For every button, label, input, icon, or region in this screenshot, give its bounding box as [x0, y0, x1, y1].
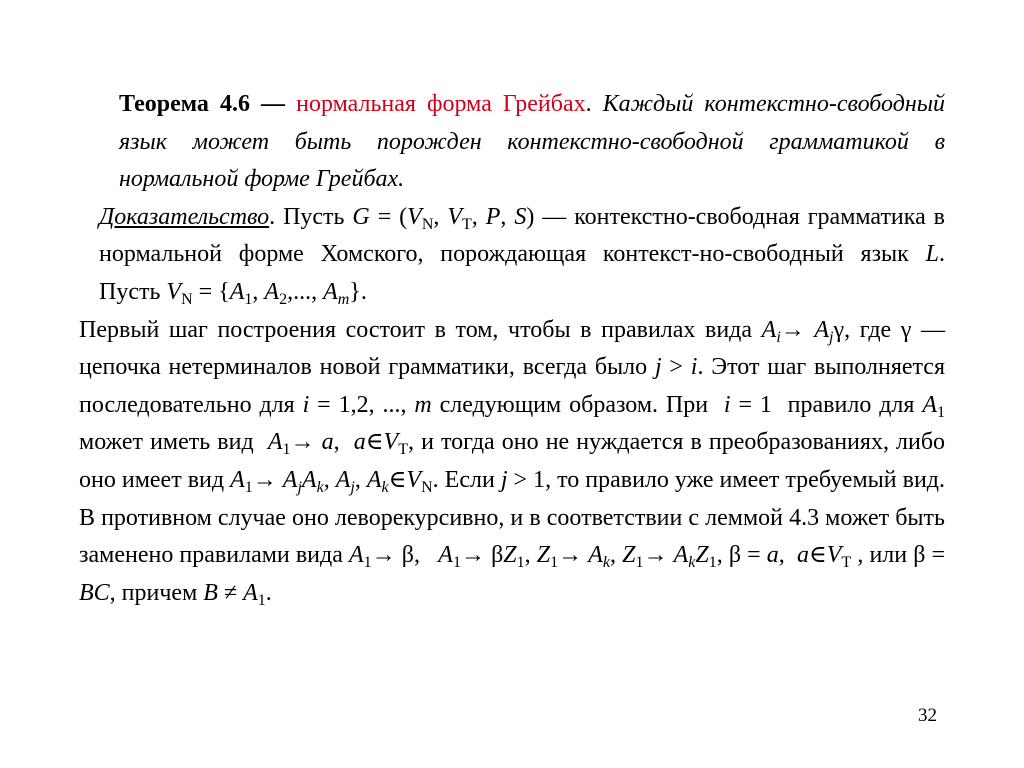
- then-text: , то правило уже имеет требуемый вид. В противном случае оно леворекурсивно, и в соответствии с леммой 4.3 может быть заменено правилами вида: [79, 466, 946, 569]
- theorem-name: нормальная форма Грейбах: [296, 91, 586, 117]
- language-symbol: L: [925, 241, 940, 268]
- proof-paragraph: Доказательство. Пусть $G = (V_N$, $V_T$, P, S) — контекстно-свободная грамматика в нормальной форме Хомского, порождающая контекст-но-свободный язык L. Пусть $V_N = \{A_1$, $A_2$,..., $A_m$}.: [99, 203, 946, 308]
- step1-text: Первый шаг построения состоит в том, чтобы в правилах вида: [79, 316, 753, 343]
- or-text: , или: [857, 542, 908, 569]
- proof-label: Доказательство: [99, 203, 270, 230]
- proof-intro: . Пусть: [269, 203, 345, 230]
- and-text: , и тогда оно не нуждается в преобразованиях, либо оно имеет вид: [79, 429, 946, 493]
- rule-for-text: правило для: [787, 391, 915, 418]
- proof-let: . Пусть: [99, 241, 946, 305]
- grammar-definition: — контекстно-свободная грамматика в нормальной форме Хомского, порождающая контекст-но-свободный язык: [99, 203, 945, 268]
- theorem-statement: Каждый контекстно-свободный язык может быть порожден контекстно-свободной грамматикой в нормальной форме Грейбах.: [119, 91, 945, 193]
- following-text: следующим образом. При: [439, 391, 709, 418]
- if-text: . Если: [432, 466, 495, 493]
- step-seq-text: . Этот шаг выполняется последовательно для: [79, 354, 946, 418]
- step-paragraph: Первый шаг построения состоит в том, чтобы в правилах вида $A_i\to A_j\gamma$, где γ — цепочка нетерминалов новой грамматики, всегда было j > i. Этот шаг выполняется последовательно для i = 1,2, ..., m следующим образом. При i = 1 правило для $A_1$ может иметь вид $A_1\to a$, $a\in V_T$, и тогда оно не нуждается в преобразованиях, либо оно имеет вид $A_1\to A_jA_k$, $A_j$, $A_k\in V_N$. Если j > 1, то правило уже имеет требуемый вид. В противном случае оно леворекурсивно, и в соответствии с леммой 4.3 может быть заменено правилами вида $A_1\to \beta$, $A_1\to \beta Z_1$, $Z_1\to A_k$, $Z_1\to A_kZ_1$, β = a, $a\in V_T$ , или β = BC, причем $B \ne A_1$.: [79, 316, 946, 609]
- may-have-text: может иметь вид: [79, 429, 254, 456]
- where-b-text: , причем: [109, 579, 198, 606]
- theorem-label: Теорема 4.6 —: [119, 91, 286, 117]
- slide-body: [79, 86, 945, 612]
- theorem-paragraph: Теорема 4.6 — нормальная форма Грейбах. Каждый контекстно-свободный язык может быть порожден контекстно-свободной грамматикой в нормальной форме Грейбах.: [119, 91, 945, 193]
- where-text: , где γ — цепочка нетерминалов новой грамматики, всегда было: [79, 316, 945, 381]
- page-number: 32: [918, 705, 937, 726]
